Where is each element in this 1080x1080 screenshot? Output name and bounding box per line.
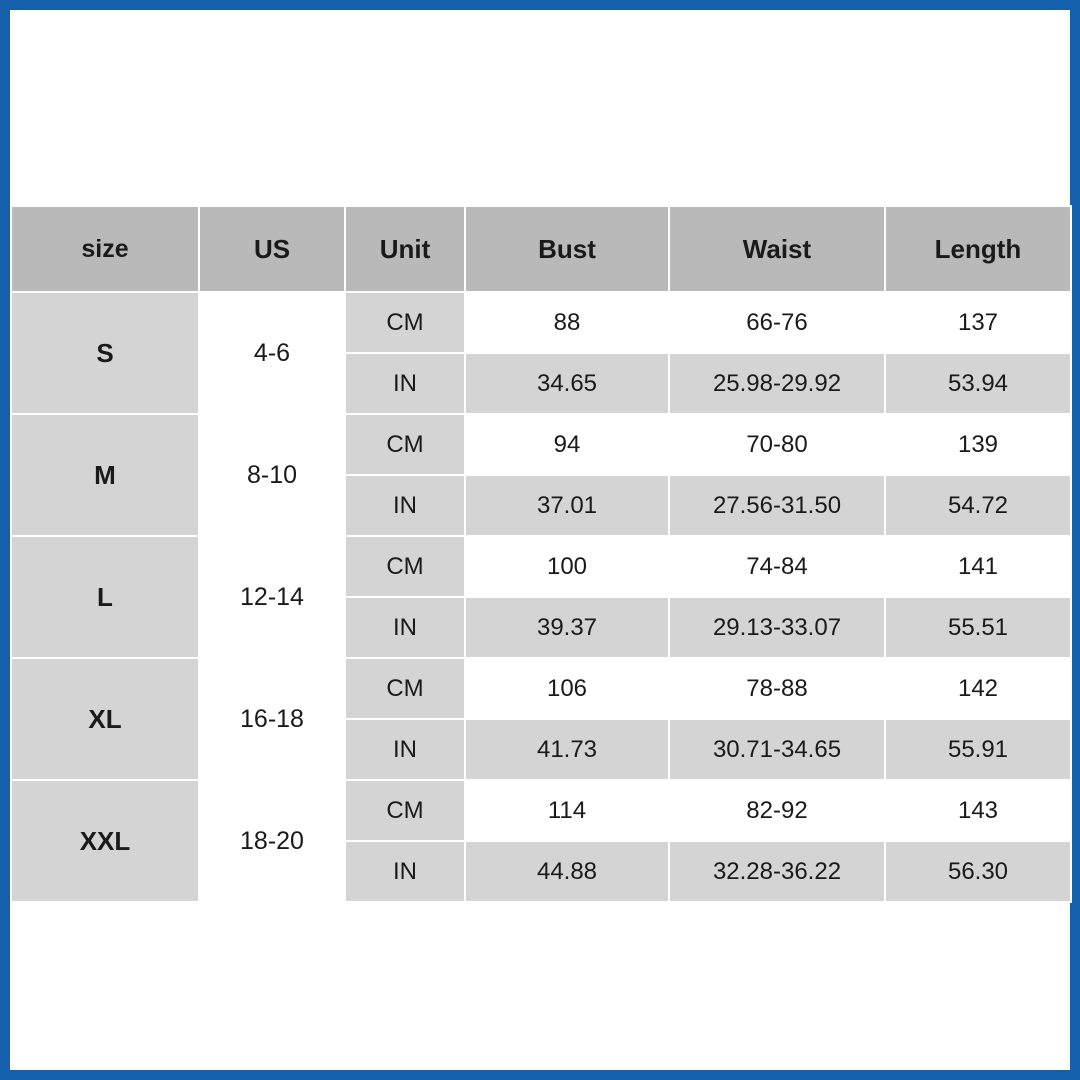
cell-length: 137	[885, 292, 1071, 353]
cell-bust: 114	[465, 780, 669, 841]
cell-waist: 27.56-31.50	[669, 475, 885, 536]
column-header-waist: Waist	[669, 206, 885, 292]
cell-unit: IN	[345, 475, 465, 536]
cell-size: M	[11, 414, 199, 536]
cell-length: 141	[885, 536, 1071, 597]
cell-length: 55.91	[885, 719, 1071, 780]
cell-waist: 78-88	[669, 658, 885, 719]
cell-us: 18-20	[199, 780, 345, 902]
cell-bust: 106	[465, 658, 669, 719]
cell-length: 142	[885, 658, 1071, 719]
cell-size: XL	[11, 658, 199, 780]
cell-length: 139	[885, 414, 1071, 475]
cell-length: 53.94	[885, 353, 1071, 414]
table-row	[11, 292, 1071, 353]
cell-waist: 70-80	[669, 414, 885, 475]
cell-bust: 37.01	[465, 475, 669, 536]
cell-us: 4-6	[199, 292, 345, 414]
table-row	[11, 780, 1071, 841]
cell-waist: 25.98-29.92	[669, 353, 885, 414]
column-header-bust: Bust	[465, 206, 669, 292]
cell-us: 16-18	[199, 658, 345, 780]
cell-waist: 74-84	[669, 536, 885, 597]
cell-us: 8-10	[199, 414, 345, 536]
cell-unit: CM	[345, 780, 465, 841]
cell-unit: CM	[345, 292, 465, 353]
cell-unit: CM	[345, 536, 465, 597]
cell-bust: 44.88	[465, 841, 669, 902]
cell-bust: 100	[465, 536, 669, 597]
cell-size: S	[11, 292, 199, 414]
cell-size: XXL	[11, 780, 199, 902]
cell-bust: 34.65	[465, 353, 669, 414]
table-row	[11, 658, 1071, 719]
cell-unit: CM	[345, 414, 465, 475]
cell-us: 12-14	[199, 536, 345, 658]
table-header-row	[11, 206, 1071, 292]
cell-bust: 39.37	[465, 597, 669, 658]
table-row	[11, 536, 1071, 597]
cell-length: 143	[885, 780, 1071, 841]
size-chart-container	[10, 205, 1070, 903]
cell-bust: 41.73	[465, 719, 669, 780]
cell-unit: IN	[345, 719, 465, 780]
cell-waist: 82-92	[669, 780, 885, 841]
cell-bust: 94	[465, 414, 669, 475]
cell-bust: 88	[465, 292, 669, 353]
cell-unit: IN	[345, 841, 465, 902]
cell-waist: 29.13-33.07	[669, 597, 885, 658]
cell-unit: IN	[345, 353, 465, 414]
cell-waist: 32.28-36.22	[669, 841, 885, 902]
column-header-size: size	[11, 206, 199, 292]
cell-size: L	[11, 536, 199, 658]
column-header-us: US	[199, 206, 345, 292]
table-body	[11, 292, 1071, 902]
cell-unit: IN	[345, 597, 465, 658]
cell-length: 55.51	[885, 597, 1071, 658]
column-header-length: Length	[885, 206, 1071, 292]
cell-unit: CM	[345, 658, 465, 719]
table-row	[11, 414, 1071, 475]
column-header-unit: Unit	[345, 206, 465, 292]
cell-waist: 66-76	[669, 292, 885, 353]
cell-length: 56.30	[885, 841, 1071, 902]
size-chart-table	[10, 205, 1072, 903]
cell-length: 54.72	[885, 475, 1071, 536]
cell-waist: 30.71-34.65	[669, 719, 885, 780]
table-header	[11, 206, 1071, 292]
